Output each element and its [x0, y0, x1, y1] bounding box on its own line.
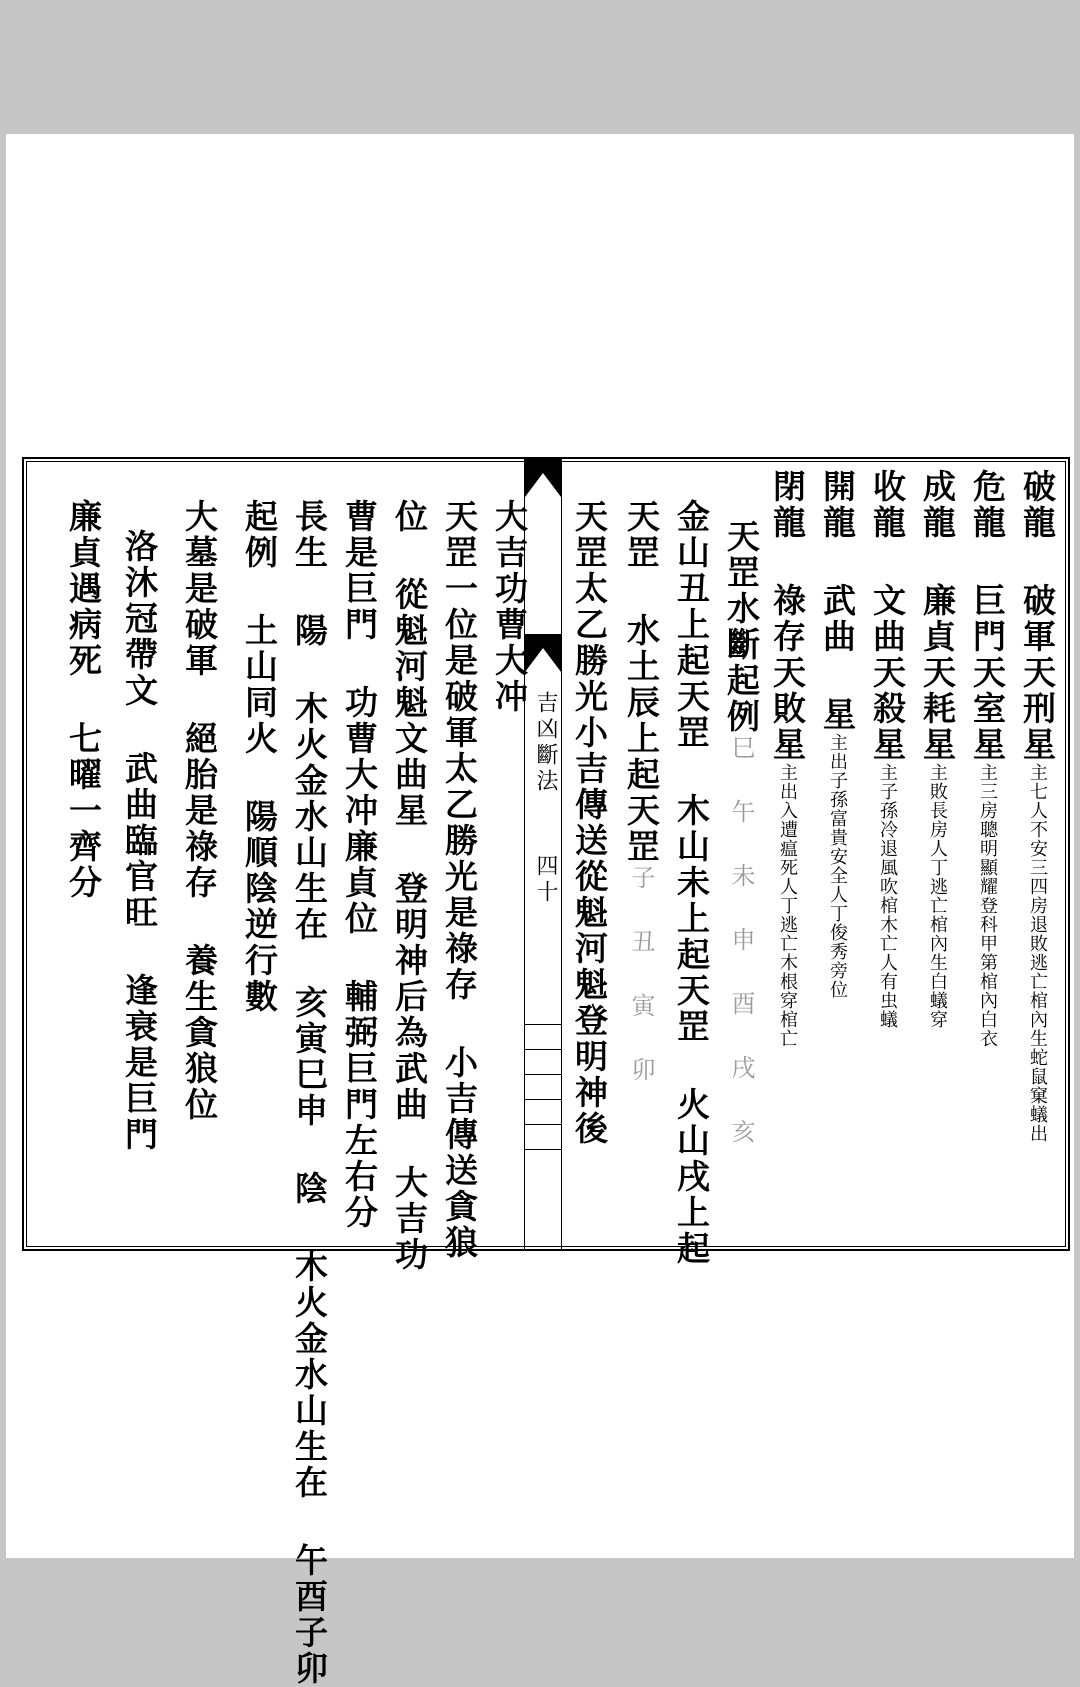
- text-column: 大墓是破軍 絕胎是祿存 養生貪狼位: [180, 499, 219, 1123]
- text-column: 金山丑上起天罡 木山未上起天罡 火山戌上起: [672, 499, 711, 1267]
- right-page: [552, 469, 1058, 1267]
- annotation: 主子孫冷退風吹棺木亡人有虫蟻: [877, 763, 898, 1029]
- page-number: 四十: [533, 854, 558, 906]
- text-column: 起例 土山同火 陽順陰逆行數: [240, 499, 279, 1015]
- ruled-lines: [525, 1024, 561, 1174]
- faded-text: 子 丑 寅 卯: [627, 865, 655, 1087]
- scan-sheet: [6, 134, 1074, 1687]
- book-spread-frame: [22, 457, 1070, 1687]
- text-column: 危龍 巨門天室星主三房聰明顯耀登科甲第棺內白衣: [968, 469, 1007, 1048]
- text-column: 天罡一位是破軍太乙勝光是祿存 小吉傳送貪狼: [440, 499, 479, 1261]
- text-column: 開龍 武曲 星主出子孫富貴安全人丁俊秀旁位: [818, 469, 857, 999]
- fishtail-mark-icon: [525, 634, 561, 674]
- text-column: 廉貞遇病死 七曜一齊分: [64, 499, 103, 901]
- section-heading: 天罡水斷起例巳 午 未 申 酉 戌 亥: [722, 519, 761, 1149]
- annotation: 主出子孫富貴安全人丁俊秀旁位: [827, 733, 848, 999]
- annotation: 主出入遭瘟死人丁逃亡木根穿棺亡: [777, 763, 798, 1048]
- text-column: 曹是巨門 功曹大冲廉貞位 輔弼巨門左右分: [340, 499, 379, 1231]
- text-column: 長生 陽 木火金水山生在 亥寅巳申 陰 木火金水山生在 午酉子卯: [290, 499, 329, 1687]
- annotation: 主敗長房人丁逃亡棺內生白蟻穿: [927, 763, 948, 1029]
- left-page: [32, 469, 530, 1687]
- text-column: 天罡 水土辰上起天罡子 丑 寅 卯: [622, 499, 661, 1087]
- text-column: 位 從魁河魁文曲星 登明神后為武曲 大吉功: [390, 499, 429, 1273]
- text-column: 閉龍 祿存天敗星主出入遭瘟死人丁逃亡木根穿棺亡: [768, 469, 807, 1048]
- book-title: 吉凶斷法: [533, 691, 558, 795]
- annotation: 主三房聰明顯耀登科甲第棺內白衣: [977, 763, 998, 1048]
- text-column: 大吉功曹大冲: [490, 499, 529, 715]
- text-column: 洛沐冠帶文 武曲臨官旺 逢衰是巨門: [120, 529, 159, 1153]
- text-column: 破龍 破軍天刑星主七人不安三四房退敗逃亡棺內生蛇鼠窠蟻出: [1018, 469, 1057, 1143]
- annotation: 主七人不安三四房退敗逃亡棺內生蛇鼠窠蟻出: [1027, 763, 1048, 1143]
- text-column: 天罡太乙勝光小吉傳送從魁河魁登明神後: [570, 499, 609, 1147]
- text-column: 成龍 廉貞天耗星主敗長房人丁逃亡棺內生白蟻穿: [918, 469, 957, 1029]
- text-column: 收龍 文曲天殺星主子孫冷退風吹棺木亡人有虫蟻: [868, 469, 907, 1029]
- fishtail-mark-icon: [525, 459, 561, 499]
- faded-text: 巳 午 未 申 酉 戌 亥: [727, 735, 755, 1149]
